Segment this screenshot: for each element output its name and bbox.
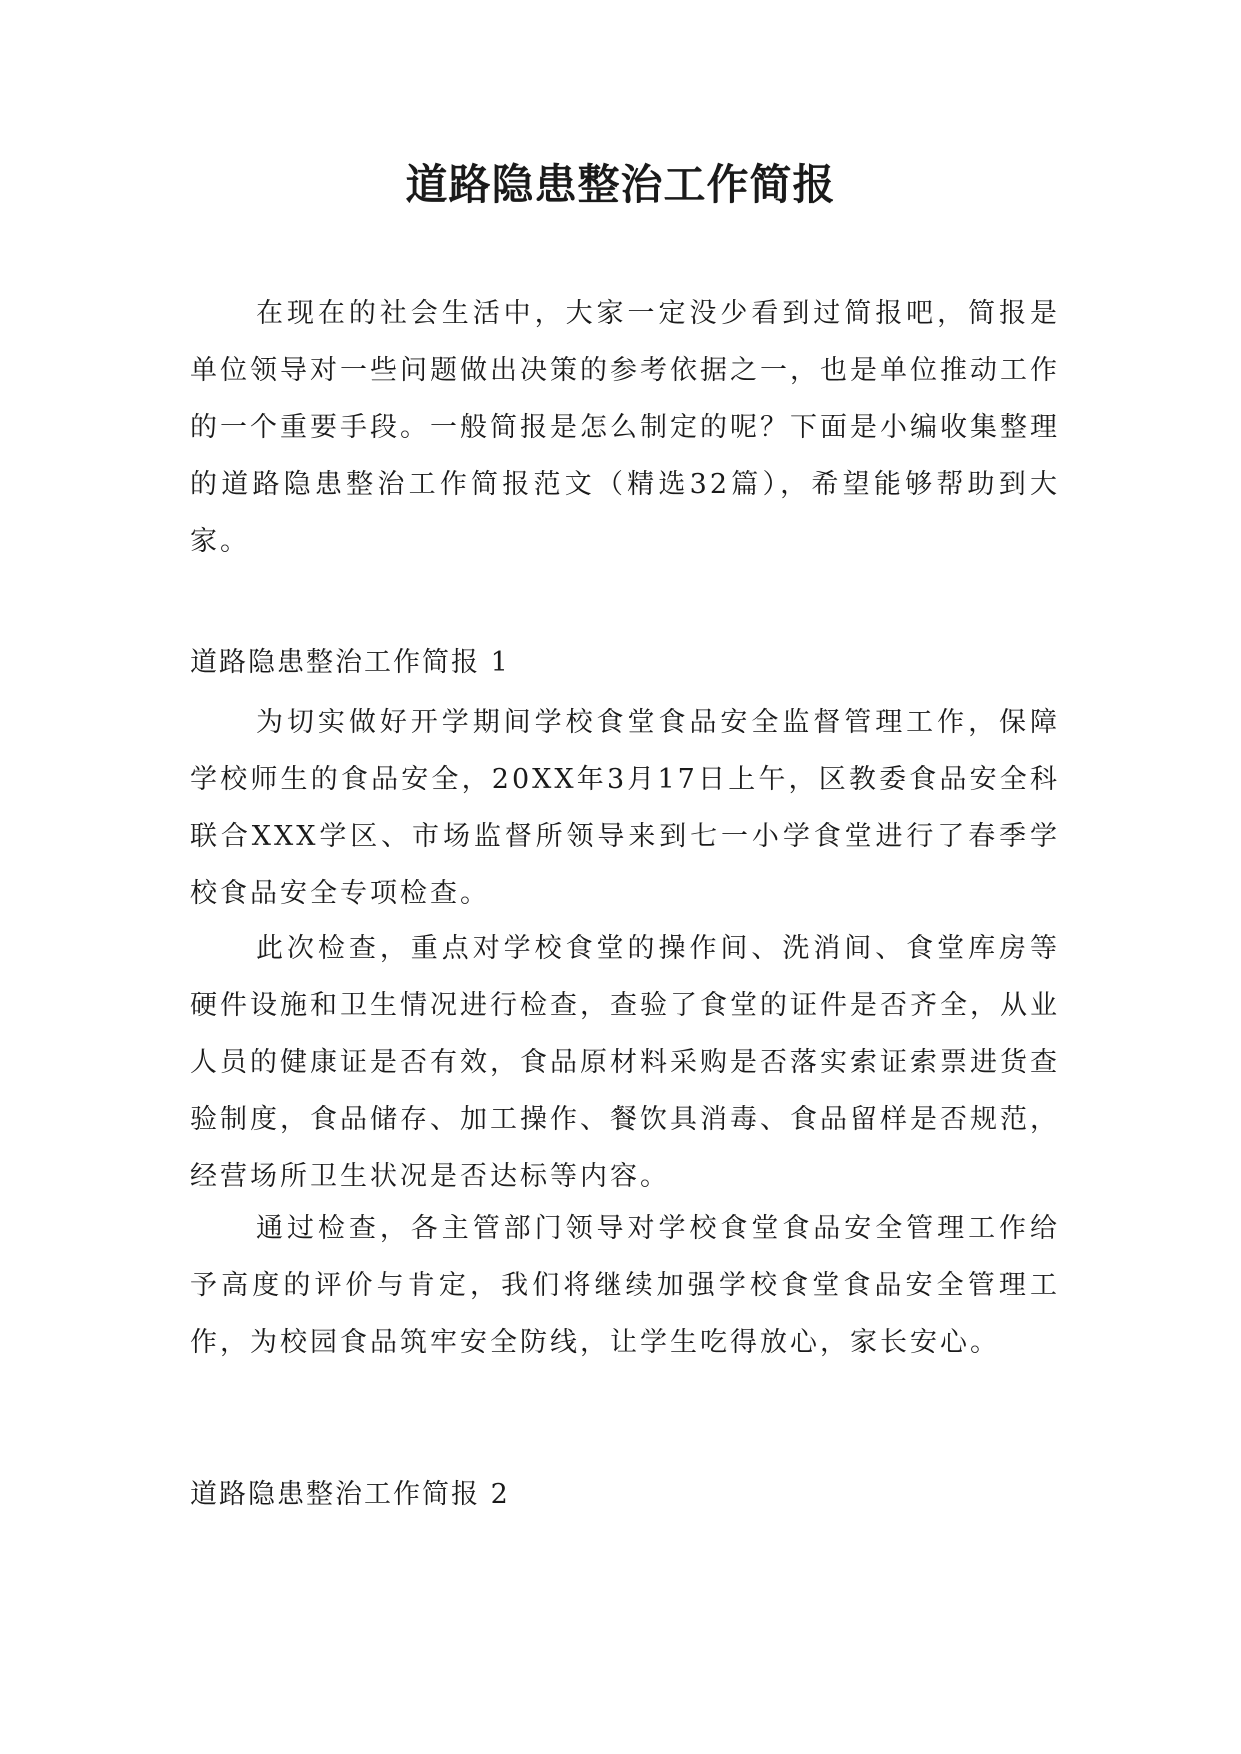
section-heading-2: 道路隐患整治工作简报 2	[190, 1479, 510, 1510]
section-1-paragraph-1: 为切实做好开学期间学校食堂食品安全监督管理工作，保障学校师生的食品安全，20XX年3月17日上午，区教委食品安全科联合XXX学区、市场监督所领导来到七一小学食堂进行了春季学校食品安全专项检查。	[190, 707, 1060, 909]
intro-paragraph: 在现在的社会生活中，大家一定没少看到过简报吧，简报是单位领导对一些问题做出决策的参考依据之一，也是单位推动工作的一个重要手段。一般简报是怎么制定的呢？下面是小编收集整理的道路隐患整治工作简报范文（精选32篇），希望能够帮助到大家。	[190, 298, 1060, 557]
document-title: 道路隐患整治工作简报	[405, 160, 836, 209]
section-1-paragraph-2: 此次检查，重点对学校食堂的操作间、洗消间、食堂库房等硬件设施和卫生情况进行检查，查验了食堂的证件是否齐全，从业人员的健康证是否有效，食品原材料采购是否落实索证索票进货查验制度，食品储存、加工操作、餐饮具消毒、食品留样是否规范，经营场所卫生状况是否达标等内容。	[190, 933, 1060, 1192]
section-1-paragraph-3: 通过检查，各主管部门领导对学校食堂食品安全管理工作给予高度的评价与肯定，我们将继续加强学校食堂食品安全管理工作，为校园食品筑牢安全防线，让学生吃得放心，家长安心。	[190, 1213, 1060, 1358]
section-heading-1: 道路隐患整治工作简报 1	[190, 647, 510, 678]
